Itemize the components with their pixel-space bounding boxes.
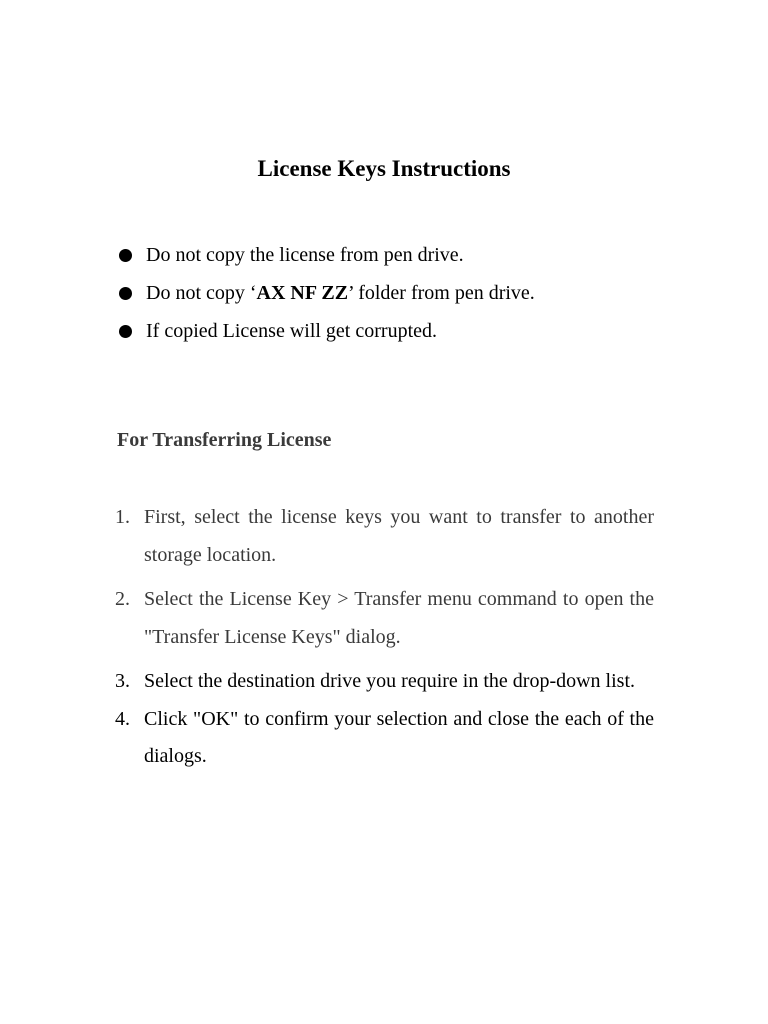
bullet-item	[116, 312, 535, 350]
bullet-text-prefix: Do not copy ‘	[146, 282, 257, 304]
step-text: Click "OK" to confirm your selection and close the each of the dialogs.	[144, 707, 654, 767]
bullet-text	[146, 278, 535, 308]
bullet-text: If copied License will get corrupted.	[146, 320, 437, 342]
page-title: License Keys Instructions	[257, 156, 511, 181]
step-number: 3.	[115, 670, 130, 692]
bullet-text: Do not copy the license from pen drive.	[146, 244, 464, 266]
step-text: Select the destination drive you require in the drop-down list.	[144, 670, 635, 692]
section-heading: For Transferring License	[117, 429, 332, 451]
warning-bullet-list	[116, 236, 535, 350]
step-item	[115, 701, 654, 776]
step-item	[115, 663, 654, 701]
bullet-dot-icon	[119, 287, 132, 300]
bullet-item	[116, 236, 535, 274]
step-text: Select the License Key > Transfer menu command to open the "Transfer License Keys" dialog.	[144, 588, 654, 648]
bullet-dot-icon	[119, 325, 132, 338]
step-number: 1.	[115, 506, 130, 528]
bullet-item	[116, 274, 535, 312]
step-number: 2.	[115, 588, 130, 610]
bullet-text-suffix: ’ folder from pen drive.	[348, 282, 535, 304]
bullet-dot-icon	[119, 249, 132, 262]
step-number: 4.	[115, 707, 130, 730]
transfer-steps-list	[115, 499, 654, 776]
step-text: First, select the license keys you want to transfer to another storage location.	[144, 506, 654, 566]
step-item	[115, 499, 654, 574]
folder-name: AX NF ZZ	[256, 282, 349, 304]
step-item	[115, 581, 654, 656]
